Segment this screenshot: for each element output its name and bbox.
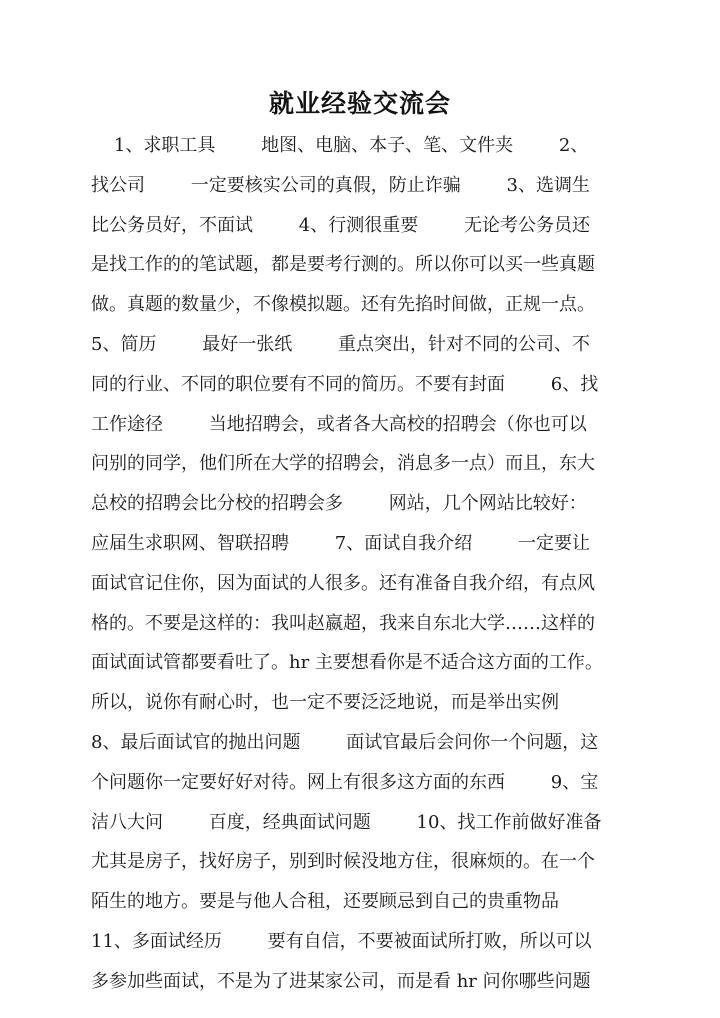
text-line: 同的行业、不同的职位要有不同的简历。不要有封面 6、找 bbox=[91, 373, 599, 395]
text-line: 1、求职工具 地图、电脑、本子、笔、文件夹 2、 bbox=[91, 135, 589, 156]
text-line: 格的。不要是这样的：我叫赵嬴超，我来自东北大学……这样的 bbox=[91, 612, 595, 634]
text-line: 应届生求职网、智联招聘 7、面试自我介绍 一定要让 bbox=[91, 532, 590, 554]
text-line: 多参加些面试，不是为了进某家公司，而是看 hr 问你哪些问题 bbox=[91, 970, 591, 992]
text-line: 陌生的地方。要是与他人合租，还要顾忌到自己的贵重物品 bbox=[91, 891, 559, 913]
text-line: 面试官记住你，因为面试的人很多。还有准备自我介绍，有点风 bbox=[91, 572, 595, 594]
text-line: 8、最后面试官的抛出问题 面试官最后会问你一个问题，这 bbox=[91, 731, 599, 753]
text-line: 问别的同学，他们所在大学的招聘会，消息多一点）而且，东大 bbox=[91, 453, 595, 475]
text-line: 总校的招聘会比分校的招聘会多 网站，几个网站比较好： bbox=[91, 493, 587, 515]
document-title: 就业经验交流会 bbox=[268, 89, 451, 118]
text-line: 洁八大问 百度，经典面试问题 10、找工作前做好准备 bbox=[91, 811, 602, 833]
text-line: 工作途径 当地招聘会，或者各大高校的招聘会（你也可以 bbox=[91, 413, 587, 435]
text-line: 面试面试管都要看吐了。hr 主要想看你是不适合这方面的工作。 bbox=[91, 652, 603, 674]
text-line: 个问题你一定要好好对待。网上有很多这方面的东西 9、宝 bbox=[91, 771, 599, 793]
text-line: 找公司 一定要核实公司的真假，防止诈骗 3、选调生 bbox=[91, 174, 590, 196]
text-line: 11、多面试经历 要有自信，不要被面试所打败，所以可以 bbox=[91, 930, 592, 952]
text-line: 是找工作的的笔试题，都是要考行测的。所以你可以买一些真题 bbox=[91, 254, 595, 276]
text-line: 5、简历 最好一张纸 重点突出，针对不同的公司、不 bbox=[91, 333, 590, 355]
text-line: 所以，说你有耐心时，也一定不要泛泛地说，而是举出实例 bbox=[91, 692, 559, 714]
text-line: 尤其是房子，找好房子，别到时候没地方住，很麻烦的。在一个 bbox=[91, 851, 595, 873]
text-line: 做。真题的数量少，不像模拟题。还有先掐时间做，正规一点。 bbox=[91, 294, 595, 316]
text-line: 比公务员好，不面试 4、行测很重要 无论考公务员还 bbox=[91, 214, 590, 236]
document-body bbox=[91, 126, 631, 1002]
